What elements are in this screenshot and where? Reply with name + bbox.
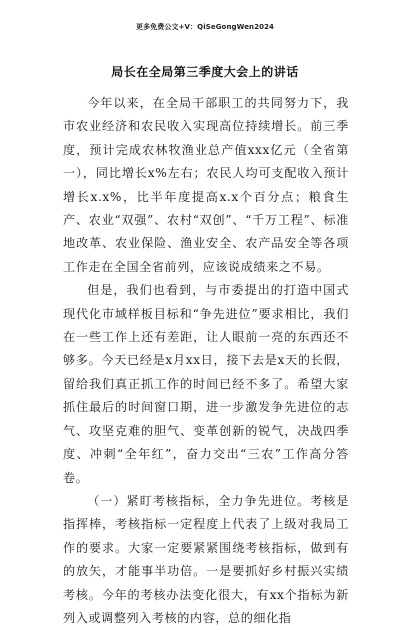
document-body [63,92,349,630]
header-watermark: 更多免费公文+V：QiSeGongWen2024 [135,23,275,31]
paragraph: 今年以来，在全局干部职工的共同努力下，我市农业经济和农民收入实现高位持续增长。前三季度，预计完成农林牧渔业总产值xxx亿元（全省第一），同比增长x%左右；农民人均可支配收入预计增长x.x%，比半年度提高x.x个百分点；粮食生产、农业“双强”、农村“双创”、“千万工程”、标准地改革、农业保险、渔业安全、农产品安全等各项工作走在全国全省前列，应该说成绩来之不易。 [63,96,349,274]
paragraph: （一）紧盯考核指标，全力争先进位。考核是指挥棒，考核指标一定程度上代表了上级对我局工作的要求。大家一定要紧紧围绕考核指标，做到有的放矢，才能事半功倍。一是要抓好乡村振兴实绩考核。今年的考核办法变化很大，有xx个指标为新列入或调整列入考核的内容，总的细化指 [63,493,349,625]
paragraph: 但是，我们也看到，与市委提出的打造中国式现代化市域样板目标和“争先进位”要求相比，我们在一些工作上还有差距，让人眼前一亮的东西还不够多。今天已经是x月xx日，接下去是x天的长假，留给我们真正抓工作的时间已经不多了。希望大家抓住最后的时间窗口期，进一步激发争先进位的志气、攻坚克难的胆气、变革创新的锐气，决战四季度、冲刺“全年红”，奋力交出“三农”工作高分答卷。 [63,283,349,485]
document-title: 局长在全局第三季度大会上的讲话 [111,65,299,79]
